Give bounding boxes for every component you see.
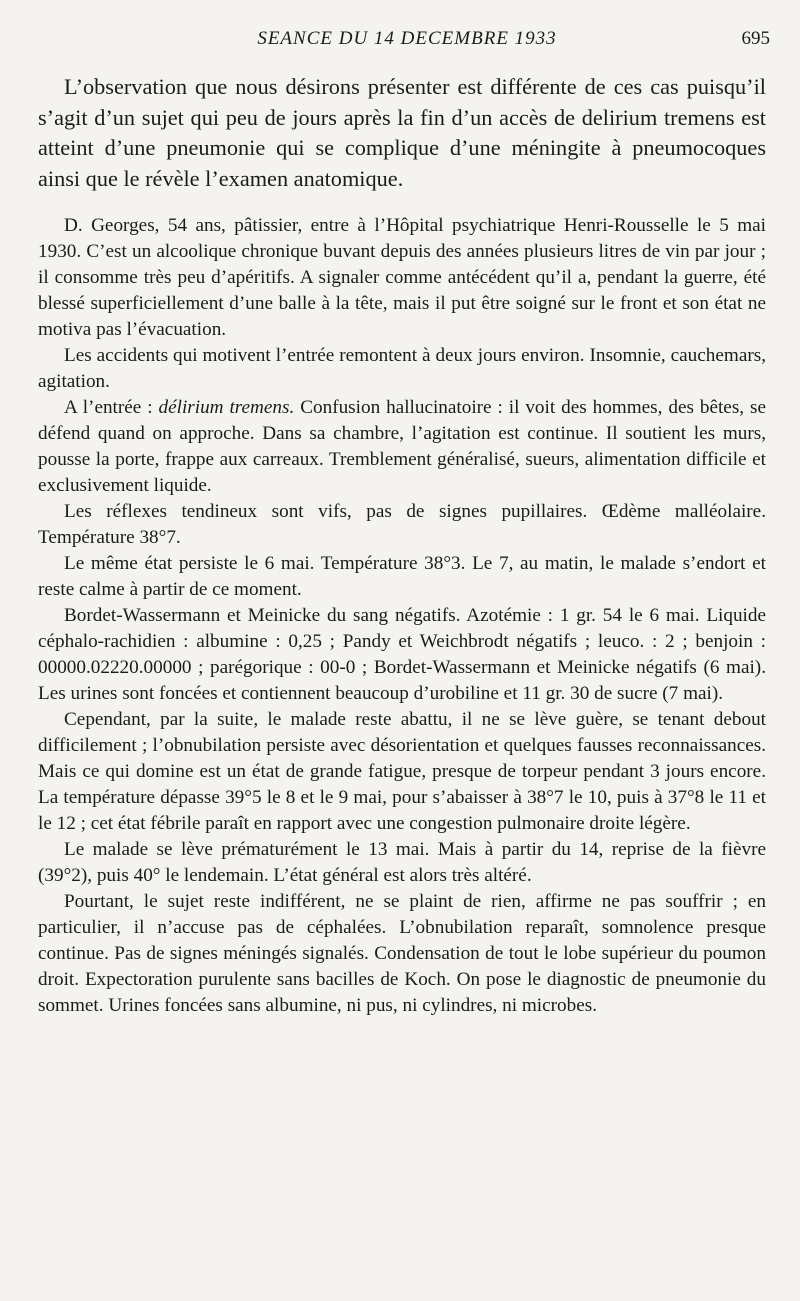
paragraph-case-diagnosis: [38, 889, 766, 1019]
paragraph-case-course: [38, 707, 766, 837]
page-header: [44, 28, 770, 54]
paragraph-case-reflexes: [38, 499, 766, 551]
paragraph-text: Cependant, par la suite, le malade reste abattu, il ne se lève guère, se tenant debout difficilement ; l’obnubilation persiste avec désorientation et quelques fausses reconnaissances. Mais ce qui domine est un état de grande fatigue, presque de torpeur pendant 3 jours encore. La température dépasse 39°5 le 8 et le 9 mai, pour s’abaisser à 38°7 le 10, puis à 37°8 le 11 et le 12 ; cet état fébrile paraît en rapport avec une congestion pulmonaire droite légère.: [38, 709, 766, 835]
paragraph-text: Les réflexes tendineux sont vifs, pas de signes pupillaires. Œdème malléolaire. Température 38°7.: [38, 501, 766, 549]
paragraph-lead: A l’entrée :: [64, 397, 159, 419]
paragraph-case-relapse: [38, 837, 766, 889]
paragraph-intro: [38, 72, 766, 194]
paragraph-case-may6: [38, 551, 766, 603]
paragraph-emphasis: délirium tremens.: [158, 397, 295, 419]
paragraph-text: Les accidents qui motivent l’entrée remontent à deux jours environ. Insomnie, cauchemars, agitation.: [38, 345, 766, 393]
paragraph-case-labs: [38, 603, 766, 707]
paragraph-text: L’observation que nous désirons présenter est différente de ces cas puisqu’il s’agit d’un sujet qui peu de jours après la fin d’un accès de delirium tremens est atteint d’une pneumonie qui se complique d’une méningite à pneumocoques ainsi que le révèle l’examen anatomique.: [38, 74, 766, 191]
paragraph-text: Pourtant, le sujet reste indifférent, ne se plaint de rien, affirme ne pas souffrir ; en particulier, il n’accuse pas de céphalées. L’obnubilation reparaît, somnolence presque continue. Pas de signes méningés signalés. Condensation de tout le lobe supérieur du poumon droit. Expectoration purulente sans bacilles de Koch. On pose le diagnostic de pneumonie du sommet. Urines foncées sans albumine, ni pus, ni cylindres, ni microbes.: [38, 891, 766, 1017]
paragraph-case-patient: [38, 213, 766, 343]
page-number: 695: [741, 28, 770, 49]
paragraph-text: Le malade se lève prématurément le 13 mai. Mais à partir du 14, reprise de la fièvre (39°2), puis 40° le lendemain. L’état général est alors très altéré.: [38, 839, 766, 887]
body-text: [38, 72, 766, 1019]
paragraph-text: Le même état persiste le 6 mai. Température 38°3. Le 7, au matin, le malade s’endort et reste calme à partir de ce moment.: [38, 553, 766, 601]
paragraph-text: Confusion hallucinatoire : il voit des hommes, des bêtes, se défend quand on approche. Dans sa chambre, l’agitation est continue. Il soutient les murs, pousse la porte, frappe aux carreaux. Tremblement généralisé, sueurs, alimentation difficile et exclusivement liquide.: [38, 397, 766, 497]
paragraph-case-admission: [38, 395, 766, 499]
paragraph-text: Bordet-Wassermann et Meinicke du sang négatifs. Azotémie : 1 gr. 54 le 6 mai. Liquide céphalo-rachidien : albumine : 0,25 ; Pandy et Weichbrodt négatifs ; leuco. : 2 ; benjoin : 00000.02220.00000 ; parégorique : 00-0 ; Bordet-Wassermann et Meinicke négatifs (6 mai). Les urines sont foncées et contiennent beaucoup d’urobiline et 11 gr. 30 de sucre (7 mai).: [38, 605, 766, 705]
running-head: SEANCE DU 14 DECEMBRE 1933: [257, 28, 557, 49]
paragraph-case-onset: [38, 343, 766, 395]
paragraph-text: D. Georges, 54 ans, pâtissier, entre à l’Hôpital psychiatrique Henri-Rousselle le 5 mai 1930. C’est un alcoolique chronique buvant depuis des années plusieurs litres de vin par jour ; il consomme très peu d’apéritifs. A signaler comme antécédent qu’il a, pendant la guerre, été blessé superficiellement d’une balle à la tête, mais il put être soigné sur le front et son état ne motiva pas l’évacuation.: [38, 215, 766, 341]
